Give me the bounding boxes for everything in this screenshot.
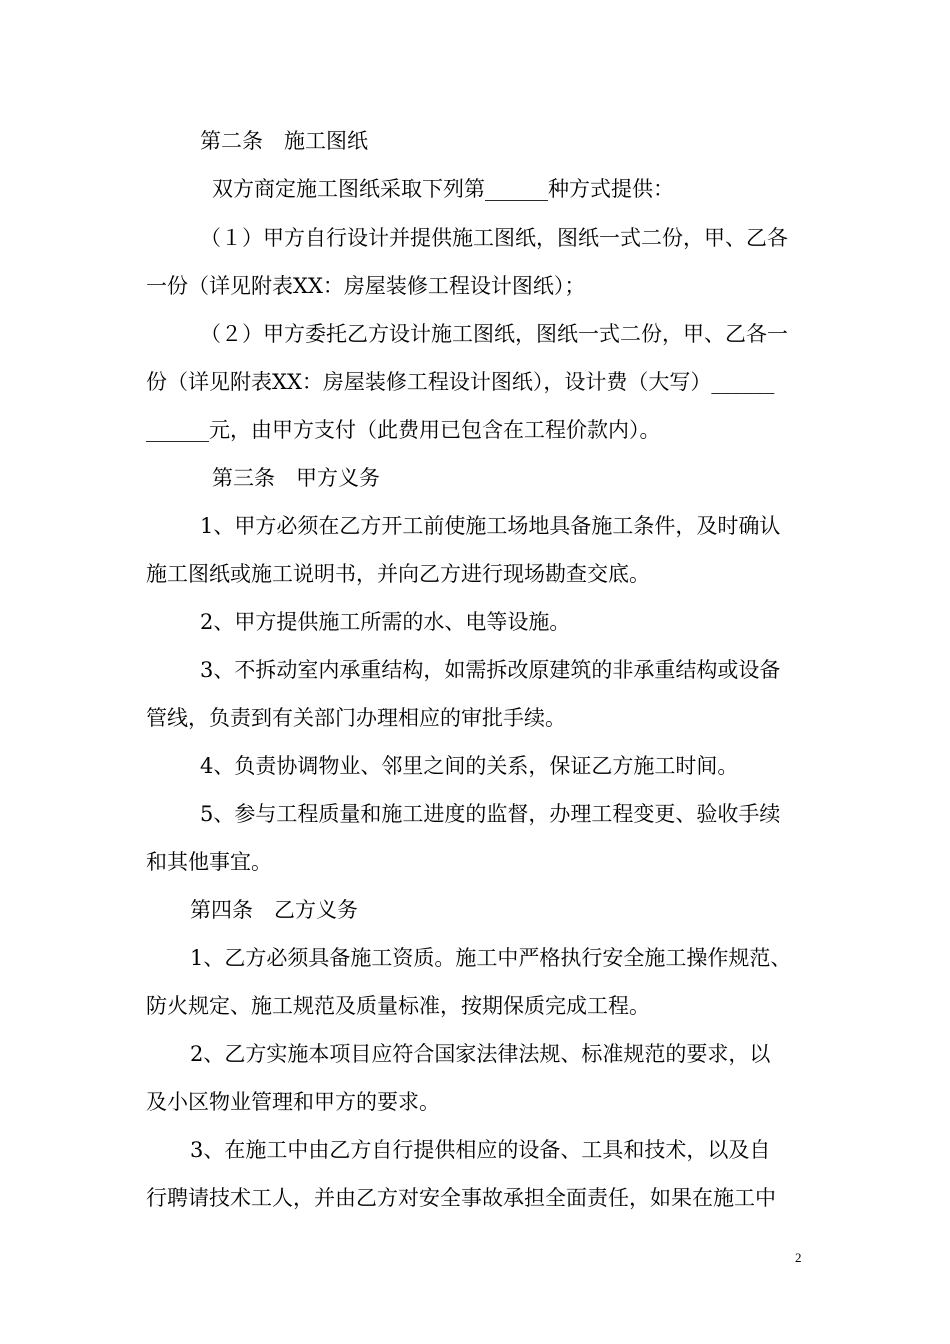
article-2-item-1-line-2: 一份（详见附表XX：房屋装修工程设计图纸）；	[146, 274, 586, 298]
article-3-heading: 第三条 甲方义务	[212, 466, 380, 490]
article-3-item-1-line-2: 施工图纸或施工说明书，并向乙方进行现场勘查交底。	[146, 562, 650, 586]
article-3-item-3-line-2: 管线，负责到有关部门办理相应的审批手续。	[146, 706, 566, 730]
article-4-item-2-line-2: 及小区物业管理和甲方的要求。	[146, 1090, 440, 1114]
article-3-item-4: 4、负责协调物业、邻里之间的关系，保证乙方施工时间。	[200, 754, 739, 778]
article-4-item-3-line-1: 3、在施工中由乙方自行提供相应的设备、工具和技术，以及自	[190, 1138, 771, 1162]
article-2-item-2-line-3: ______元，由甲方支付（此费用已包含在工程价款内）。	[146, 418, 661, 442]
article-2-item-2-line-1: （２）甲方委托乙方设计施工图纸，图纸一式二份，甲、乙各一	[200, 322, 788, 346]
page-number: 2	[795, 1250, 802, 1265]
article-3-item-1-line-1: 1、甲方必须在乙方开工前使施工场地具备施工条件，及时确认	[200, 514, 781, 538]
article-2-intro: 双方商定施工图纸采取下列第______种方式提供：	[212, 177, 674, 201]
article-4-heading: 第四条 乙方义务	[190, 898, 358, 922]
article-2-item-1-line-1: （１）甲方自行设计并提供施工图纸，图纸一式二份，甲、乙各	[200, 226, 788, 250]
article-3-item-2: 2、甲方提供施工所需的水、电等设施。	[200, 610, 571, 634]
article-3-item-5-line-1: 5、参与工程质量和施工进度的监督，办理工程变更、验收手续	[200, 802, 781, 826]
article-3-item-5-line-2: 和其他事宜。	[146, 850, 272, 874]
article-4-item-1-line-2: 防火规定、施工规范及质量标准，按期保质完成工程。	[146, 994, 650, 1018]
article-2-heading: 第二条 施工图纸	[200, 129, 368, 153]
article-2-item-2-line-2: 份（详见附表XX：房屋装修工程设计图纸），设计费（大写）______	[146, 370, 775, 394]
article-4-item-3-line-2: 行聘请技术工人，并由乙方对安全事故承担全面责任，如果在施工中	[146, 1186, 776, 1210]
article-3-item-3-line-1: 3、不拆动室内承重结构，如需拆改原建筑的非承重结构或设备	[200, 658, 781, 682]
article-4-item-1-line-1: 1、乙方必须具备施工资质。施工中严格执行安全施工操作规范、	[190, 946, 792, 970]
article-4-item-2-line-1: 2、乙方实施本项目应符合国家法律法规、标准规范的要求，以	[190, 1042, 771, 1066]
